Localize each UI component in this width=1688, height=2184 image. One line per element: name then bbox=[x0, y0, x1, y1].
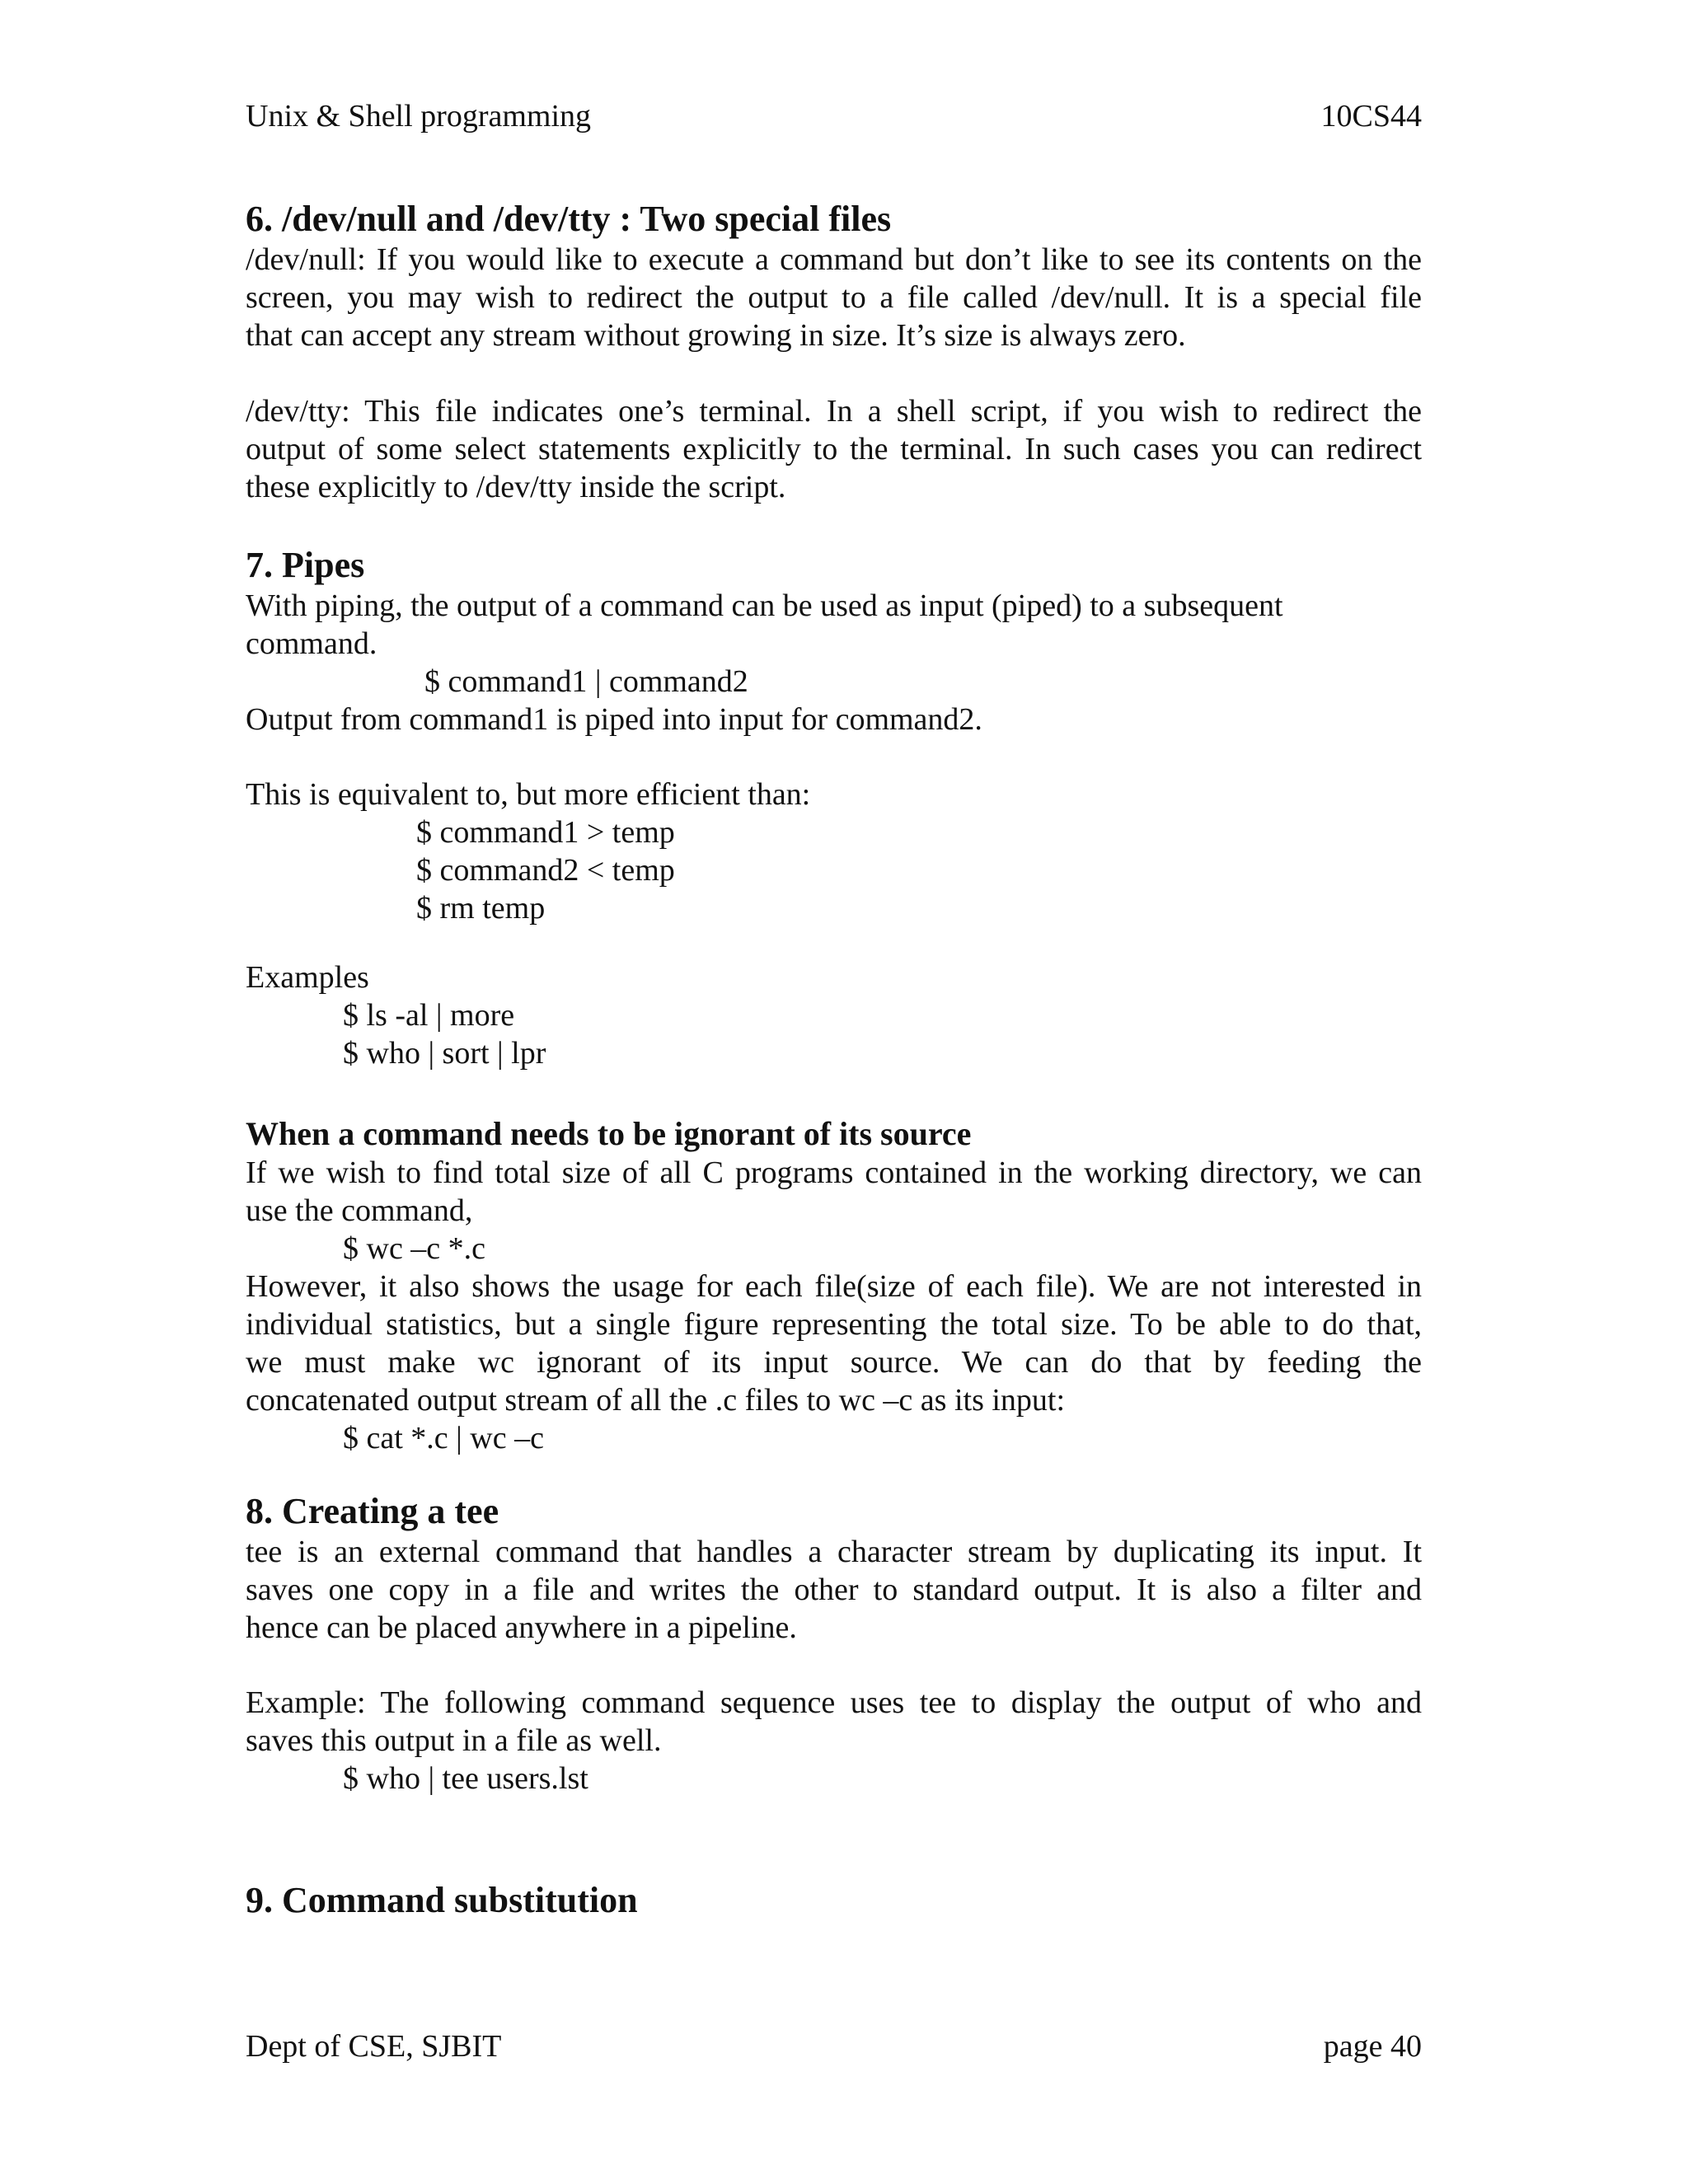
text-line: If we wish to find total size of all C programs contained in the working directory, we can bbox=[246, 1155, 1422, 1190]
text-line: saves this output in a file as well. bbox=[246, 1723, 662, 1758]
text-line: screen, you may wish to redirect the output to a file called /dev/null. It is a special file bbox=[246, 280, 1422, 315]
section-8-title: 8. Creating a tee bbox=[246, 1491, 499, 1531]
wc-command: $ wc –c *.c bbox=[343, 1231, 486, 1266]
text-line: output of some select statements explicitly to the terminal. In such cases you can redirect bbox=[246, 432, 1422, 466]
subsection-paragraph-1 bbox=[246, 1154, 1422, 1230]
equiv-command-3: $ rm temp bbox=[416, 891, 546, 926]
text-line: However, it also shows the usage for each file(size of each file). We are not interested in bbox=[246, 1269, 1422, 1304]
footer-left: Dept of CSE, SJBIT bbox=[246, 2029, 502, 2064]
section-8-paragraph-2 bbox=[246, 1684, 1422, 1760]
example-command-1: $ ls -al | more bbox=[343, 998, 515, 1033]
subsection-paragraph-2 bbox=[246, 1268, 1422, 1419]
text-line: With piping, the output of a command can be used as input (piped) to a subsequent bbox=[246, 588, 1283, 623]
text-line: /dev/tty: This file indicates one’s terminal. In a shell script, if you wish to redirect the bbox=[246, 394, 1422, 429]
footer-right: page 40 bbox=[1323, 2029, 1422, 2064]
text-line: tee is an external command that handles a character stream by duplicating its input. It bbox=[246, 1535, 1422, 1569]
header-left: Unix & Shell programming bbox=[246, 99, 592, 134]
section-6-paragraph-2 bbox=[246, 392, 1422, 506]
section-7-paragraph-3: This is equivalent to, but more efficient than: bbox=[246, 777, 811, 812]
text-line: these explicitly to /dev/tty inside the script. bbox=[246, 470, 786, 504]
text-line: saves one copy in a file and writes the other to standard output. It is also a filter and bbox=[246, 1572, 1422, 1607]
section-7-paragraph-1 bbox=[246, 587, 1422, 663]
text-line: we must make wc ignorant of its input source. We can do that by feeding the bbox=[246, 1345, 1422, 1380]
text-line: use the command, bbox=[246, 1193, 473, 1228]
section-6-paragraph-1 bbox=[246, 241, 1422, 354]
text-line: /dev/null: If you would like to execute a command but don’t like to see its contents on the bbox=[246, 242, 1422, 277]
text-line: command. bbox=[246, 626, 377, 661]
pipe-command: $ command1 | command2 bbox=[424, 664, 748, 699]
section-6-title: 6. /dev/null and /dev/tty : Two special files bbox=[246, 199, 892, 239]
text-line: concatenated output stream of all the .c files to wc –c as its input: bbox=[246, 1383, 1066, 1418]
example-command-2: $ who | sort | lpr bbox=[343, 1036, 546, 1071]
text-line: that can accept any stream without growing in size. It’s size is always zero. bbox=[246, 318, 1186, 353]
cat-wc-command: $ cat *.c | wc –c bbox=[343, 1421, 544, 1455]
text-line: individual statistics, but a single figure representing the total size. To be able to do that, bbox=[246, 1307, 1422, 1342]
equiv-command-2: $ command2 < temp bbox=[416, 853, 675, 888]
text-line: hence can be placed anywhere in a pipeline. bbox=[246, 1610, 797, 1645]
text-line: Example: The following command sequence uses tee to display the output of who and bbox=[246, 1685, 1422, 1720]
section-9-title: 9. Command substitution bbox=[246, 1880, 638, 1920]
tee-command: $ who | tee users.lst bbox=[343, 1761, 588, 1796]
equiv-command-1: $ command1 > temp bbox=[416, 815, 675, 850]
subsection-title: When a command needs to be ignorant of its source bbox=[246, 1115, 972, 1152]
section-7-title: 7. Pipes bbox=[246, 545, 365, 585]
header-right: 10CS44 bbox=[1320, 99, 1422, 134]
section-8-paragraph-1 bbox=[246, 1533, 1422, 1647]
examples-label: Examples bbox=[246, 960, 369, 995]
section-7-paragraph-2: Output from command1 is piped into input for command2. bbox=[246, 702, 982, 737]
